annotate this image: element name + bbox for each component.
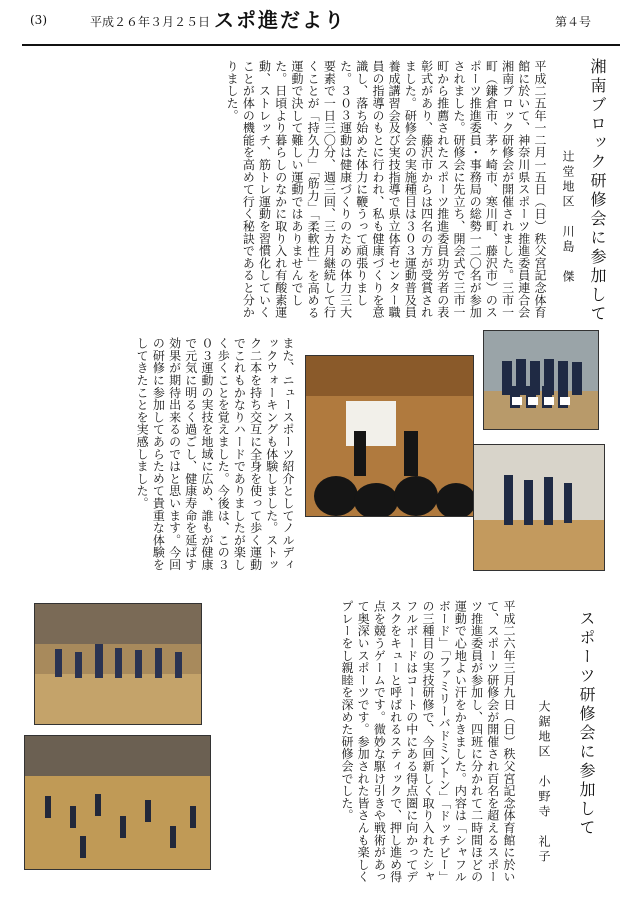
gym-exercise-photo — [34, 603, 202, 725]
group-photo — [483, 330, 599, 430]
issue-date: 平成２６年３月２５日 — [90, 15, 211, 29]
article1-body-continued: また、ニュースポーツ紹介としてノルディックウォーキングも体験しました。ストック二本を持ち交互に全身を使って歩く運動でこれもかなりハードでありましたが楽しく歩くことを覚えました。今後は、この３０３運動の実技を地域に広め、誰もが健康で元気に明るく過ごし、健康寿命を延ばす効果が期待出来るのではと思います。今回の研修に参加してあらためて貴重な体験をしてきたことを実感しました。 — [135, 337, 295, 571]
article1-body: 平成二五年一二月一五日（日）秩父宮記念体育館に於いて、神奈川県スポーツ推進委員連合会湘南ブロック研修会が開催されました。三市一町（鎌倉市、茅ヶ崎市、寒川町、藤沢市）のスポーツ推進委員・事務局の総勢一二〇名が参加されました。研修会に先立ち、開会式で三市一町から推薦されたスポーツ推進委員功労者の表彰式があり、藤沢市からは四名の方が受賞されました。研修会の実施種目は３０３運動普及員養成講習会及び実技指導で県立体育センター職員の指導のもとに行われ、私も健康づくりを意識し、落ち始めた体力に鞭うって頑張りました。３０３運動は健康づくりのための体力三大要素で一日三〇分、週三回、三カ月継続して行くことが「持久力」「筋力」「柔軟性」を高める運動で決して難しい運動ではありませんでした。日頃より暮らしのなかに取り入れ有酸素運動、ストレッチ、筋トレ運動を習慣化していくことが体の機能を高めて行く秘訣であると分かりました。 — [225, 60, 547, 319]
page-number: (3) — [30, 13, 47, 27]
walking-photo — [473, 444, 605, 571]
article2-author: 大鋸地区 小野寺 礼子 — [537, 700, 551, 865]
article2-body: 平成二六年三月九日（日）秩父宮記念体育館に於いて、スポーツ研修会が開催され百名を超えるスポーツ推進委員が参加し、四班に分かれて二時間ほどの運動で心地よい汗をかきました。内容は「シャフルボード」「ファミリーバドミントン」「ドッチビー」の三種目の実技研修で、今回新しく取り入れたシャフルボードはコートの中にある得点圏に向かってデスクをキューと呼ばれるスティックで、押し進め得点を競うゲームです。微妙な駆け引きや戦術があって奥深いスポーツです。参加された皆さんも楽しくプレーをし親睦を深めた研修会でした。 — [339, 600, 516, 884]
article1-title: 湘南ブロック研修会に参加して — [588, 58, 607, 324]
newsletter-title: スポ進だより — [214, 8, 346, 32]
header-rule — [22, 44, 620, 46]
article1-author: 辻堂地区 川島 傑 — [561, 150, 575, 285]
article2-title: スポーツ研修会に参加して — [577, 610, 596, 838]
issue-number: 第４号 — [555, 15, 592, 29]
lecture-photo — [305, 355, 474, 517]
newsletter-header — [0, 0, 644, 44]
gym-shuffleboard-photo — [24, 735, 211, 870]
